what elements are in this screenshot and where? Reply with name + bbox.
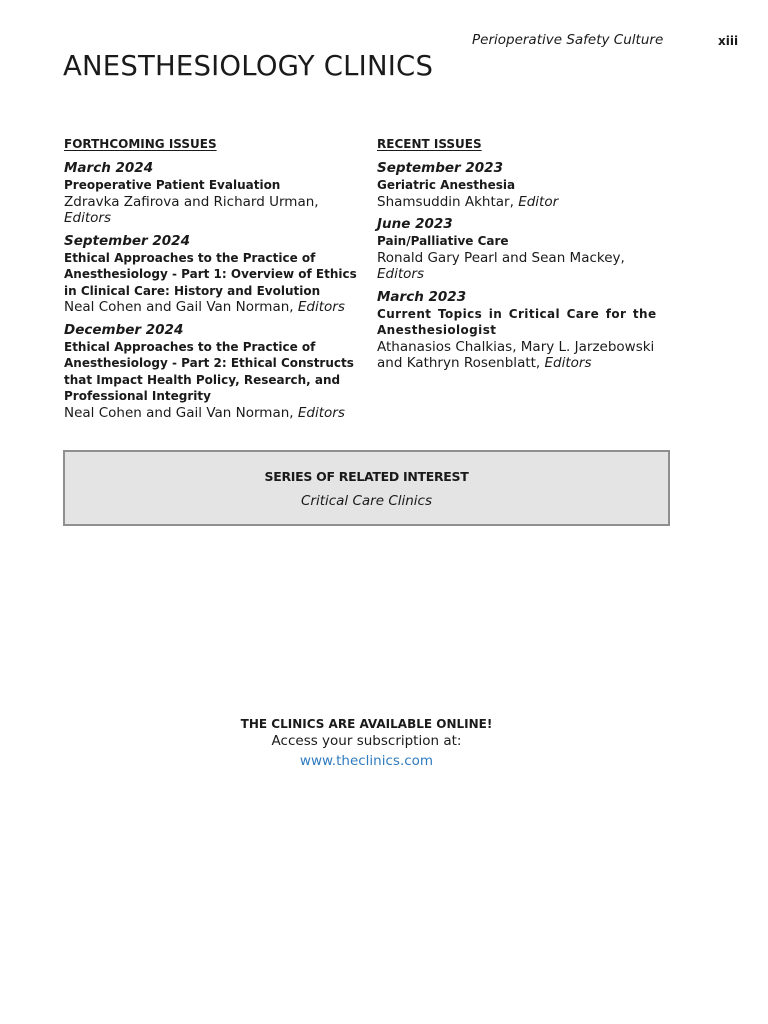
issue-editors	[64, 405, 362, 422]
editor-role: Editors	[544, 355, 592, 371]
recent-issue	[377, 216, 677, 283]
issue-editors	[377, 250, 677, 283]
issue-date: March 2024	[64, 160, 154, 176]
issue-editors	[377, 194, 677, 211]
editor-names: Zdravka Zafirova and Richard Urman,	[64, 193, 319, 210]
editor-names: Shamsuddin Akhtar,	[377, 193, 514, 210]
issue-topic: Current Topics in Critical Care for the Anesthesiologist	[377, 306, 657, 337]
issue-date: September 2024	[64, 232, 190, 249]
online-text: Access your subscription at:	[271, 733, 462, 749]
recent-issue	[377, 289, 677, 372]
running-head: Perioperative Safety Culture	[472, 32, 664, 48]
issue-topic: Ethical Approaches to the Practice of Anesthesiology - Part 2: Ethical Constructs that Impact Health Policy, Research, and Professional Integrity	[64, 339, 354, 403]
editor-names: Ronald Gary Pearl and Sean Mackey,	[377, 249, 625, 266]
forthcoming-issue	[64, 322, 362, 422]
online-availability-notice	[0, 716, 733, 770]
editor-role: Editors	[297, 299, 345, 315]
series-of-related-interest-box	[63, 450, 670, 526]
issue-editors	[377, 339, 677, 372]
editor-role: Editors	[297, 404, 345, 421]
editor-names: Athanasios Chalkias, Mary L. Jarzebowski and Kathryn Rosenblatt,	[377, 338, 655, 371]
editor-names: Neal Cohen and Gail Van Norman,	[64, 404, 294, 421]
forthcoming-issue	[64, 160, 362, 227]
recent-issues-heading: RECENT ISSUES	[377, 137, 482, 151]
editor-role: Editors	[64, 210, 111, 226]
recent-issue	[377, 160, 677, 210]
issue-topic: Ethical Approaches to the Practice of Anesthesiology - Part 1: Overview of Ethics in Clinical Care: History and Evolution	[64, 250, 357, 298]
recent-issues-column	[377, 136, 677, 378]
issue-topic: Preoperative Patient Evaluation	[64, 178, 281, 192]
journal-title: ANESTHESIOLOGY CLINICS	[63, 50, 434, 82]
issue-date: December 2024	[64, 321, 184, 338]
editor-names: Neal Cohen and Gail Van Norman,	[64, 299, 294, 315]
issue-date: September 2023	[377, 160, 503, 176]
issue-topic: Geriatric Anesthesia	[377, 178, 516, 192]
editor-role: Editors	[377, 266, 424, 282]
issue-date: June 2023	[377, 216, 453, 232]
online-url-link[interactable]: www.theclinics.com	[299, 753, 434, 769]
forthcoming-issue	[64, 233, 362, 316]
issue-topic: Pain/Palliative Care	[377, 234, 509, 248]
online-heading: THE CLINICS ARE AVAILABLE ONLINE!	[240, 717, 493, 731]
page-number: xiii	[718, 34, 739, 48]
series-heading: SERIES OF RELATED INTEREST	[264, 469, 469, 484]
editor-role: Editor	[518, 193, 559, 210]
forthcoming-issues-heading: FORTHCOMING ISSUES	[64, 137, 217, 151]
series-title: Critical Care Clinics	[300, 493, 433, 509]
issue-editors	[64, 194, 362, 227]
forthcoming-issues-column	[64, 136, 362, 427]
issue-editors	[64, 299, 362, 316]
issue-date: March 2023	[377, 288, 467, 305]
